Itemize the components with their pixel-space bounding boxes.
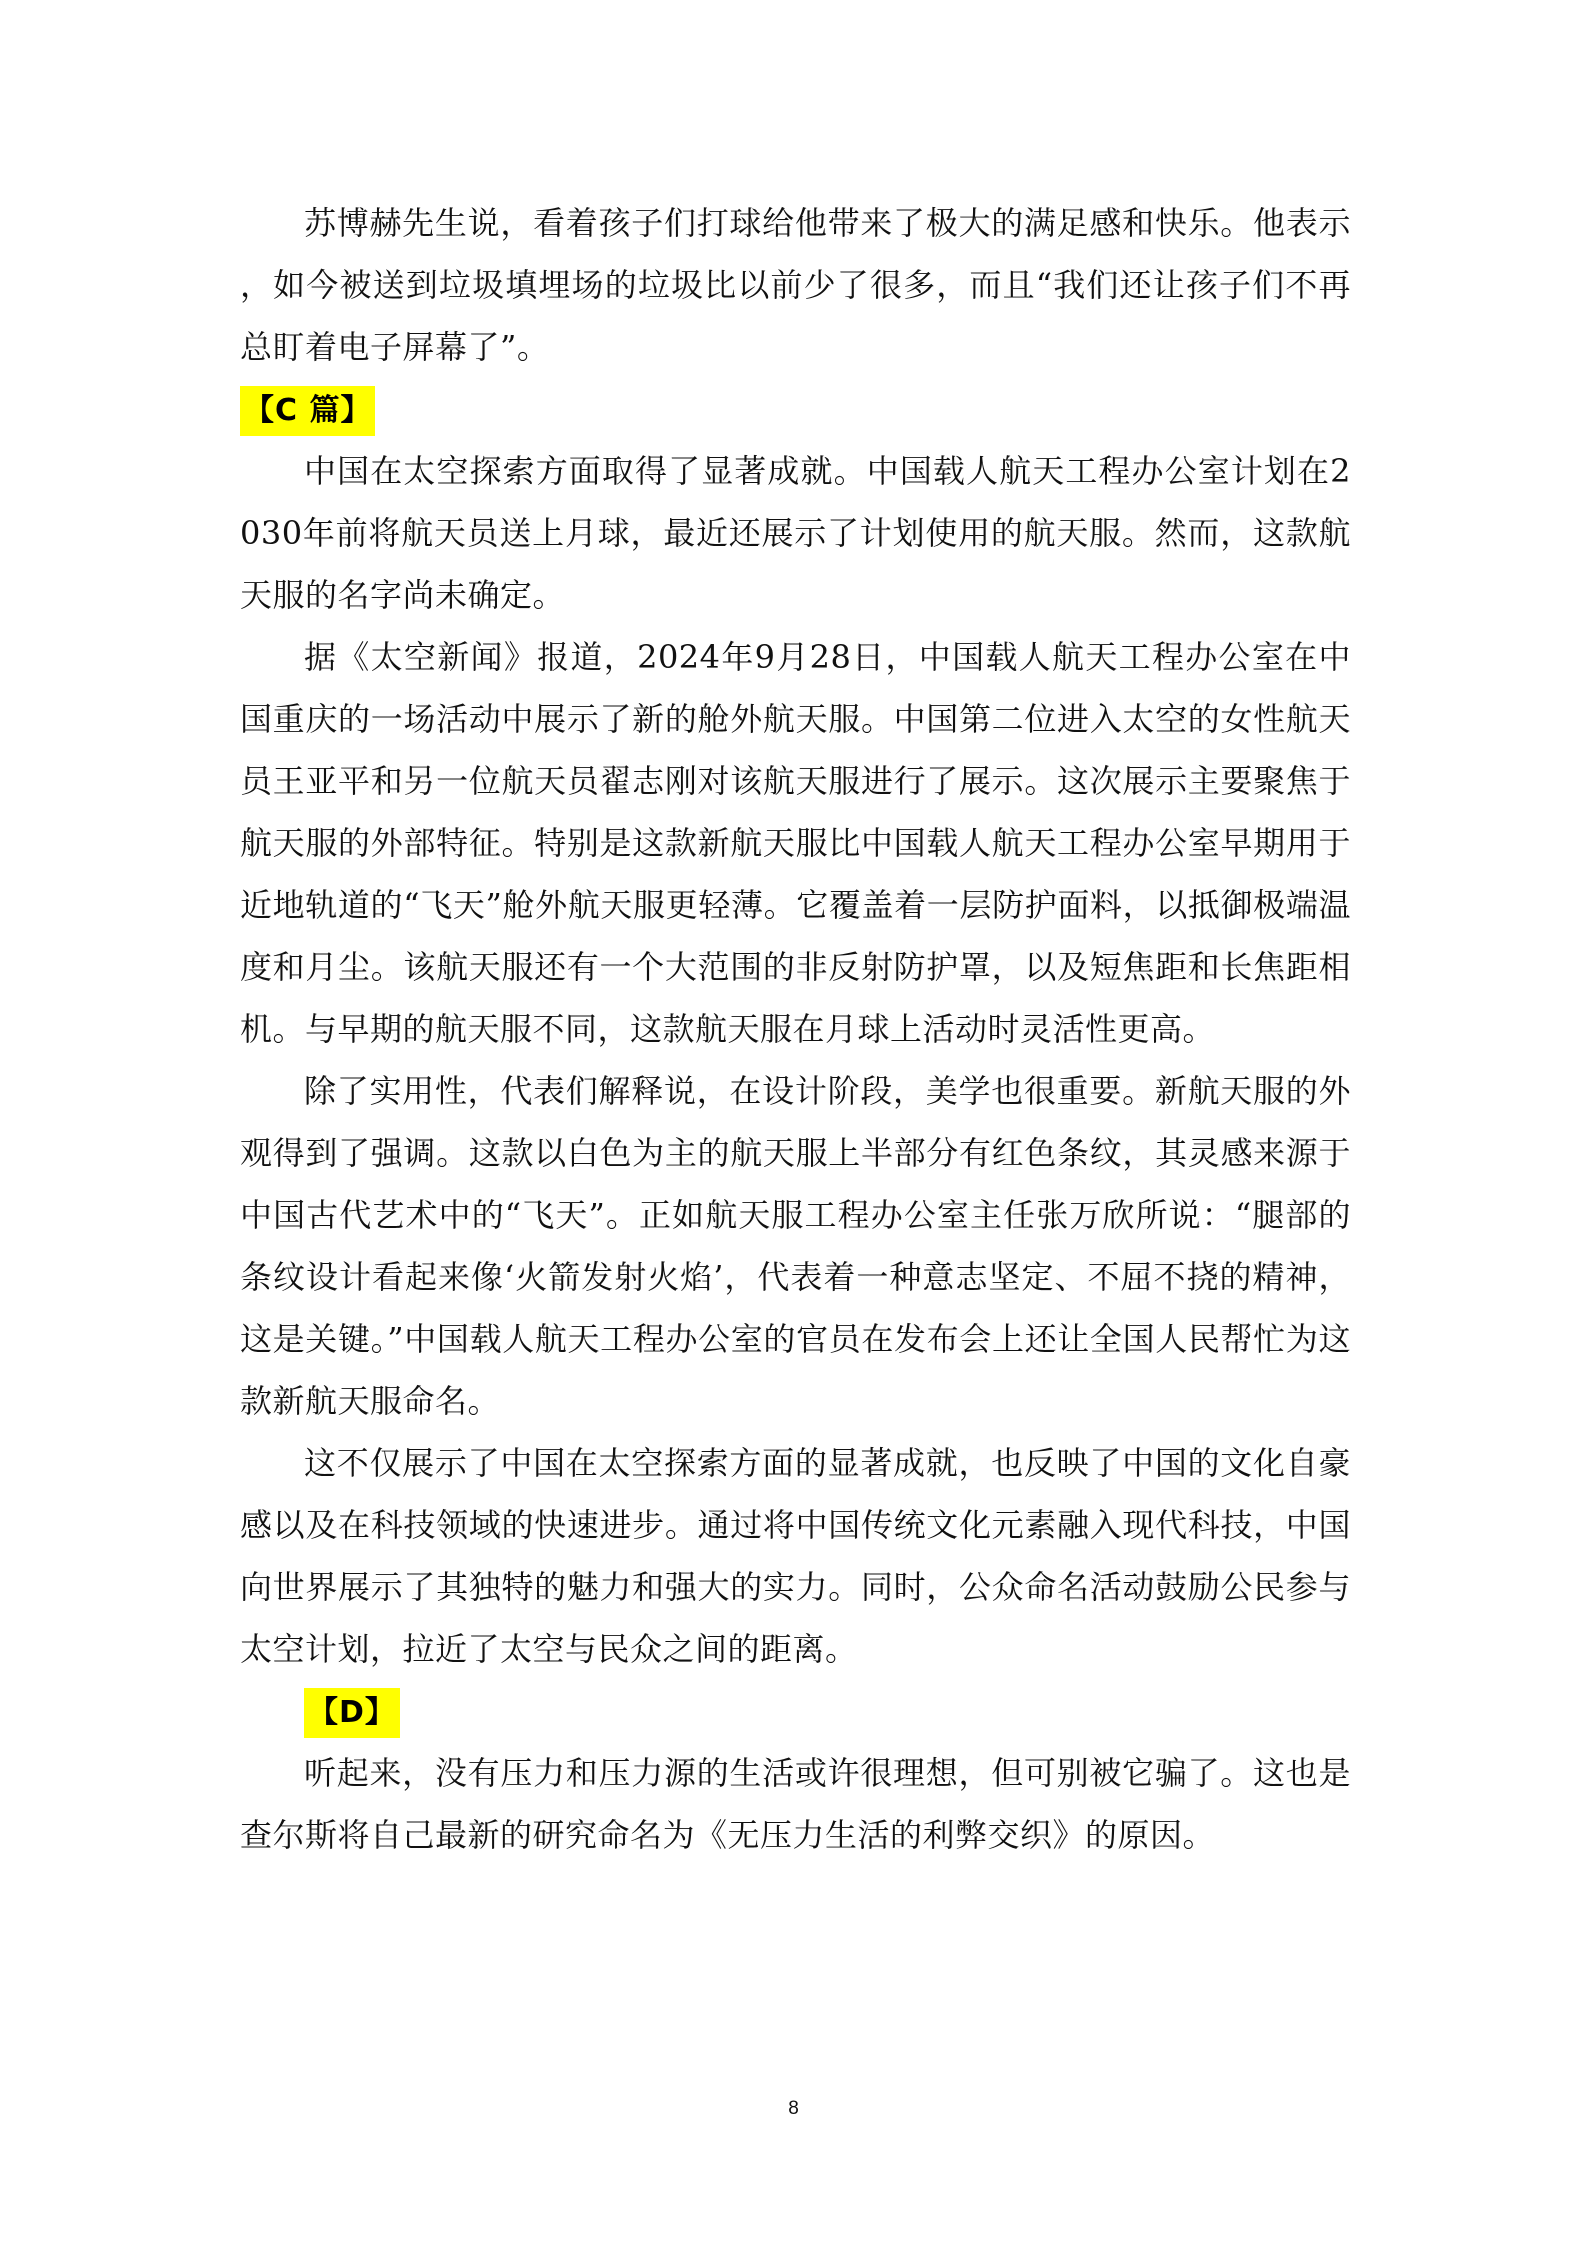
section-c-paragraph-4: 这不仅展示了中国在太空探索方面的显著成就，也反映了中国的文化自豪感以及在科技领域的快速进步。通过将中国传统文化元素融入现代科技，中国向世界展示了其独特的魅力和强大的实力。同时，公众命名活动鼓励公民参与太空计划，拉近了太空与民众之间的距离。	[240, 1444, 1351, 1668]
section-d-heading	[240, 1680, 1351, 1742]
section-c-heading-label: 【C 篇】	[240, 386, 375, 436]
section-c-paragraph-1: 中国在太空探索方面取得了显著成就。中国载人航天工程办公室计划在2030年前将航天员送上月球，最近还展示了计划使用的航天服。然而，这款航天服的名字尚未确定。	[240, 452, 1351, 614]
section-c-heading	[240, 378, 1351, 440]
section-d-paragraph-1: 听起来，没有压力和压力源的生活或许很理想，但可别被它骗了。这也是查尔斯将自己最新的研究命名为《无压力生活的利弊交织》的原因。	[240, 1754, 1351, 1854]
section-c-paragraph-3: 除了实用性，代表们解释说，在设计阶段，美学也很重要。新航天服的外观得到了强调。这款以白色为主的航天服上半部分有红色条纹，其灵感来源于中国古代艺术中的“飞天”。正如航天服工程办公室主任张万欣所说：“腿部的条纹设计看起来像‘火箭发射火焰’，代表着一种意志坚定、不屈不挠的精神，这是关键。”中国载人航天工程办公室的官员在发布会上还让全国人民帮忙为这款新航天服命名。	[240, 1072, 1351, 1420]
section-c-paragraph-2: 据《太空新闻》报道，2024年9月28日，中国载人航天工程办公室在中国重庆的一场活动中展示了新的舱外航天服。中国第二位进入太空的女性航天员王亚平和另一位航天员翟志刚对该航天服进行了展示。这次展示主要聚焦于航天服的外部特征。特别是这款新航天服比中国载人航天工程办公室早期用于近地轨道的“飞天”舱外航天服更轻薄。它覆盖着一层防护面料，以抵御极端温度和月尘。该航天服还有一个大范围的非反射防护罩，以及短焦距和长焦距相机。与早期的航天服不同，这款航天服在月球上活动时灵活性更高。	[240, 638, 1351, 1048]
page-number: 8	[788, 2098, 799, 2119]
section-d-heading-label: 【D】	[304, 1688, 400, 1738]
page-content	[240, 192, 1351, 1866]
paragraph-top-1: 苏博赫先生说，看着孩子们打球给他带来了极大的满足感和快乐。他表示，如今被送到垃圾填埋场的垃圾比以前少了很多，而且“我们还让孩子们不再总盯着电子屏幕了”。	[240, 204, 1351, 366]
